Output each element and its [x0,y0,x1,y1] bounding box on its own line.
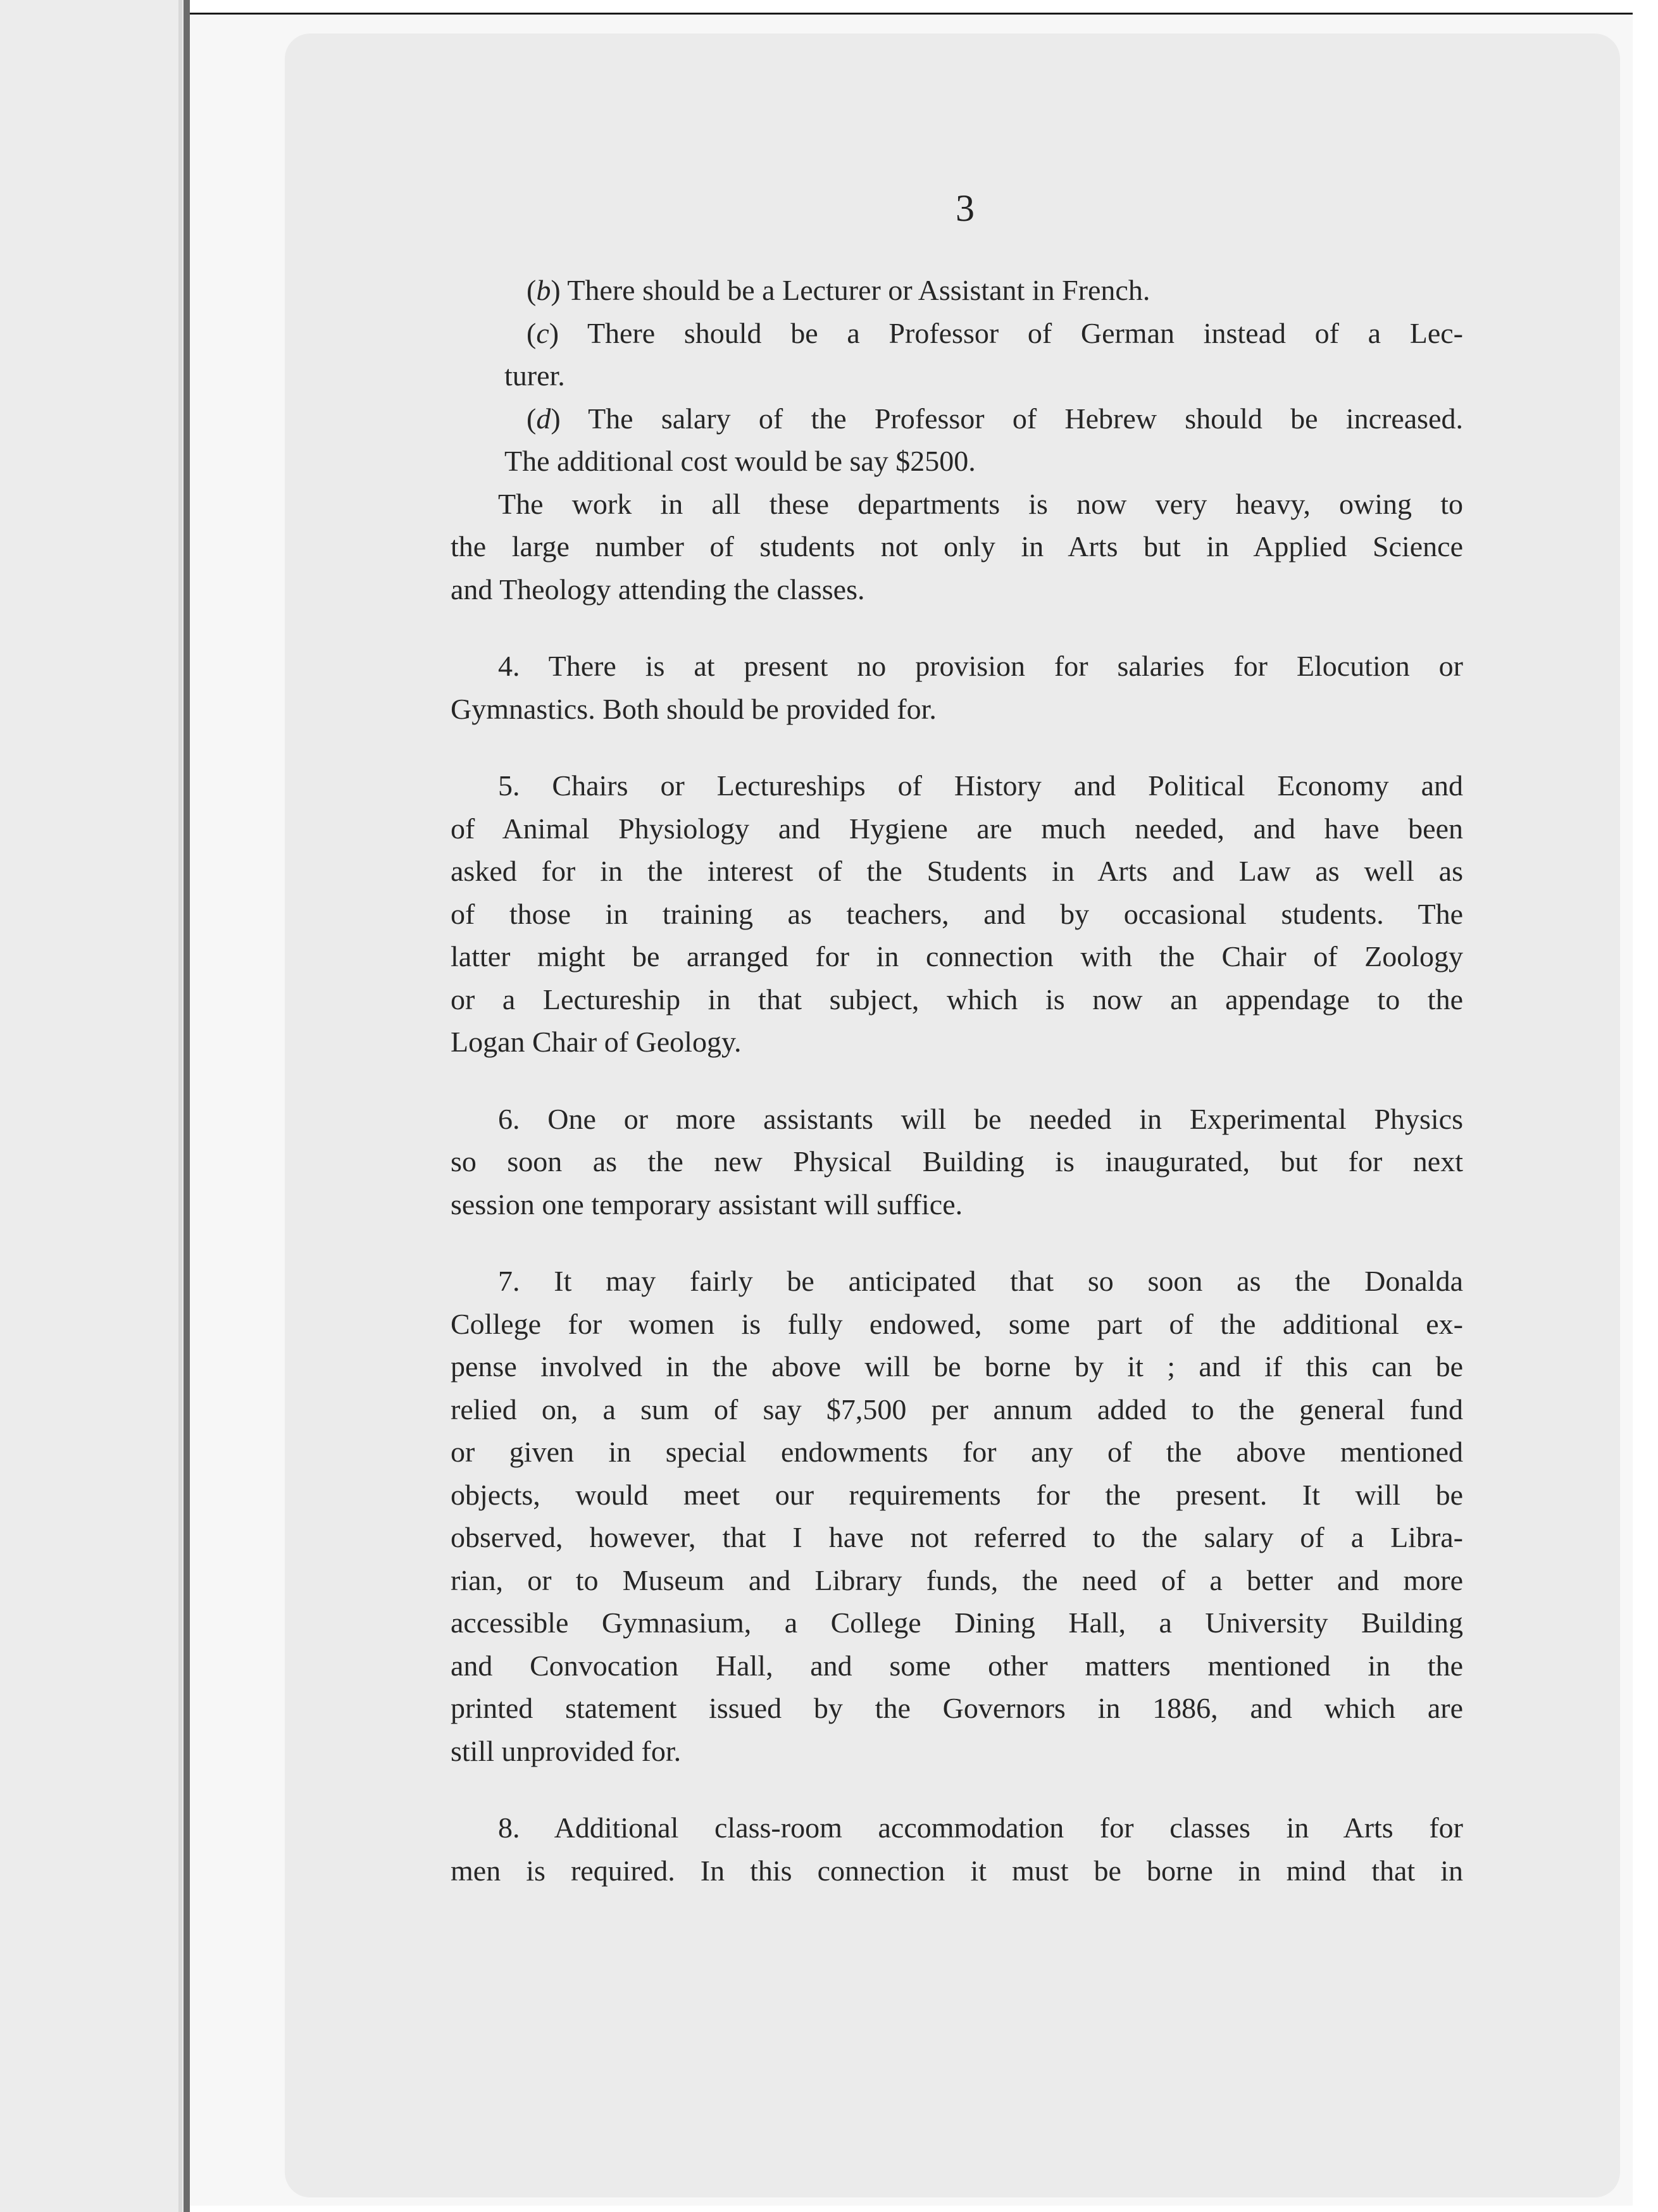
page-number: 3 [956,187,975,229]
paragraph-7-line: relied on, a sum of say $7,500 per annum added to the general fund [451,1393,1463,1426]
item-c: (c) There should be a Professor of German instead of a Lec- [527,316,1464,349]
item-b: (b) There should be a Lecturer or Assistant in French. [527,274,1150,306]
additional-cost-line: The additional cost would be say $2500. [504,445,976,477]
left-page-edge [0,0,190,2212]
item-b-text: There should be a Lecturer or Assistant in French. [567,274,1150,306]
paragraph-5-line: asked for in the interest of the Students in Arts and Law as well as [451,855,1463,887]
document-text [451,269,1463,1892]
paragraph-7-line: printed statement issued by the Governors in 1886, and which are [451,1692,1463,1724]
paragraph-5-line: of those in training as teachers, and by occasional students. The [451,897,1463,930]
work-paragraph-line: The work in all these departments is now very heavy, owing to [498,487,1463,520]
paragraph-8-line: 8. Additional class-room accommodation for classes in Arts for [498,1811,1463,1844]
paragraph-7-line: or given in special endowments for any of the above mentioned [451,1436,1463,1468]
item-b-label: b [536,274,551,306]
paragraph-5-line: of Animal Physiology and Hygiene are much needed, and have been [451,812,1463,845]
paragraph-7-line: observed, however, that I have not referred to the salary of a Libra- [451,1521,1463,1553]
page-crease [178,0,182,2212]
paragraph-6-line: session one temporary assistant will suffice. [451,1188,963,1221]
paragraph-5-line: Logan Chair of Geology. [451,1026,742,1058]
paragraph-7-line: accessible Gymnasium, a College Dining Hall, a University Building [451,1606,1463,1639]
paragraph-6-line: 6. One or more assistants will be needed in Experimental Physics [498,1102,1463,1135]
paragraph-7-line: and Convocation Hall, and some other matters mentioned in the [451,1649,1463,1682]
paragraph-5-line: or a Lectureship in that subject, which is now an appendage to the [451,983,1463,1016]
paragraph-7-line: College for women is fully endowed, some part of the additional ex- [451,1307,1463,1340]
paragraph-7-line: rian, or to Museum and Library funds, the need of a better and more [451,1563,1463,1596]
paragraph-7-line: still unprovided for. [451,1734,682,1767]
item-c-label: c [536,316,549,349]
work-paragraph-line: the large number of students not only in Arts but in Applied Science [451,530,1463,562]
paragraph-4-line: Gymnastics. Both should be provided for. [451,692,937,725]
paragraph-5-line: latter might be arranged for in connection with the Chair of Zoology [451,940,1463,972]
work-paragraph-line: and Theology attending the classes. [451,573,865,606]
item-c-continuation: turer. [504,359,565,392]
paragraph-6-line: so soon as the new Physical Building is inaugurated, but for next [451,1145,1463,1177]
item-c-text: There should be a Professor of German instead of a Lec- [587,316,1464,349]
paragraph-8-line: men is required. In this connection it must be borne in mind that in [451,1854,1463,1887]
item-d: (d) The salary of the Professor of Hebrew should be increased. [527,402,1463,435]
paragraph-7-line: objects, would meet our requirements for the present. It will be [451,1478,1463,1511]
right-margin [1633,0,1658,2212]
item-d-text: The salary of the Professor of Hebrew should be increased. [588,402,1463,435]
item-d-label: d [536,402,551,435]
paragraph-7-line: 7. It may fairly be anticipated that so soon as the Donalda [498,1265,1463,1297]
paragraph-5-line: 5. Chairs or Lectureships of History and Political Economy and [498,769,1463,802]
paragraph-4-line: 4. There is at present no provision for salaries for Elocution or [498,650,1463,682]
paragraph-7-line: pense involved in the above will be borne by it ; and if this can be [451,1350,1463,1382]
